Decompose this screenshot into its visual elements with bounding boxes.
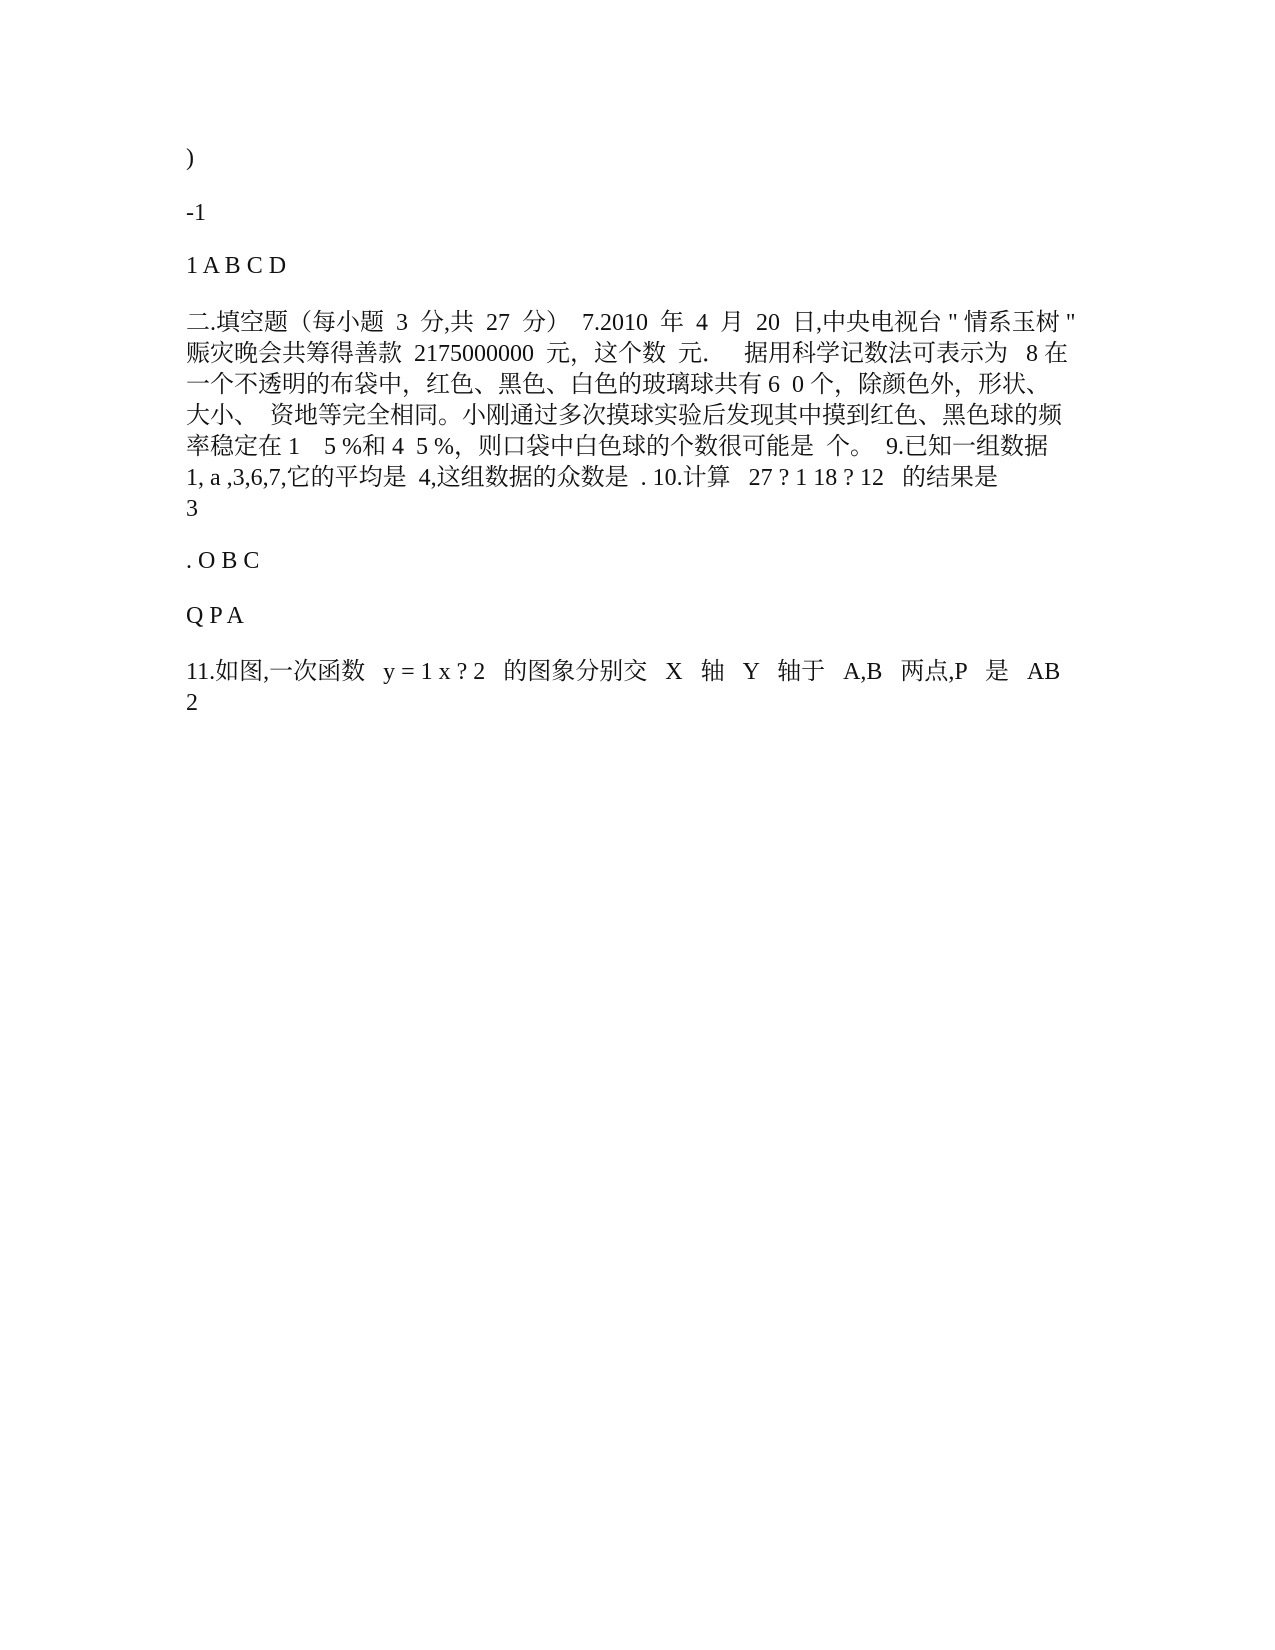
answer-options-line: 1 A B C D bbox=[186, 253, 287, 279]
negative-one-text: -1 bbox=[186, 200, 206, 226]
figure-label-row: Q P A bbox=[186, 603, 244, 629]
question-11-row: 11.如图,一次函数 y = 1 x ? 2 的图象分别交 X 轴 Y 轴于 A,B 两点,P 是 AB bbox=[186, 659, 1061, 685]
fill-in-row: 二.填空题（每小题 3 分,共 27 分） 7.2010 年 4 月 20 日,中央电视台 " 情系玉树 " bbox=[186, 310, 1076, 336]
fill-in-row: 3 bbox=[186, 496, 198, 522]
fill-in-row: 率稳定在 1 5 %和 4 5 %，则口袋中白色球的个数很可能是 个。 9.已知一组数据 bbox=[186, 434, 1048, 460]
figure-label-row: . O B C bbox=[186, 548, 260, 574]
question-11 bbox=[186, 657, 1086, 719]
fill-in-row: 1, a ,3,6,7,它的平均是 4,这组数据的众数是 . 10.计算 27 ? 1 18 ? 12 的结果是 bbox=[186, 465, 998, 491]
fill-in-row: 大小、 资地等完全相同。小刚通过多次摸球实验后发现其中摸到红色、黑色球的频 bbox=[186, 403, 1062, 429]
fill-in-section bbox=[186, 308, 1086, 525]
fill-in-row: 赈灾晚会共筹得善款 2175000000 元，这个数 元． 据用科学记数法可表示为 8 在 bbox=[186, 341, 1068, 367]
closing-parenthesis: ) bbox=[186, 145, 194, 171]
question-11-row: 2 bbox=[186, 690, 198, 716]
fill-in-row: 一个不透明的布袋中，红色、黑色、白色的玻璃球共有 6 0 个，除颜色外，形状、 bbox=[186, 372, 1050, 398]
